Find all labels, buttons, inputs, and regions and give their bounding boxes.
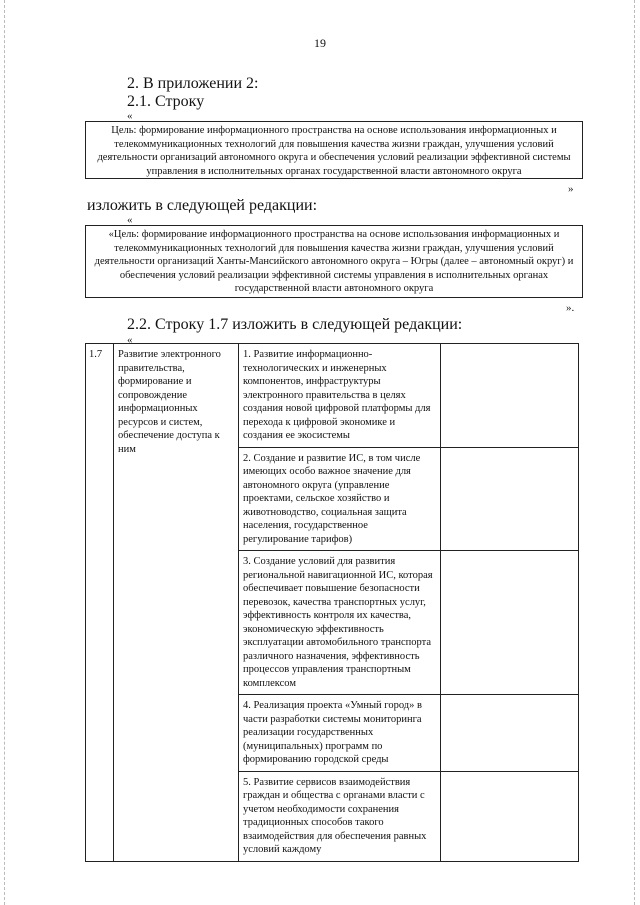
open-quote-3: « bbox=[127, 334, 133, 346]
old-goal-box bbox=[85, 121, 583, 179]
item-cell-1: 1. Развитие информационно-технологических и инженерных компонентов, инфраструктуры электронного правительства в целях создания новой цифровой платформы для перехода к цифровой экономике и создания ее экосистемы bbox=[239, 344, 441, 448]
open-quote-2: « bbox=[127, 214, 133, 226]
item-cell-4: 4. Реализация проекта «Умный город» в части разработки системы мониторинга реализации государственных (муниципальных) программ по формированию городской среды bbox=[239, 695, 441, 772]
scan-edge-right bbox=[634, 0, 636, 905]
section-heading-2-1: 2.1. Строку bbox=[127, 93, 205, 110]
program-table bbox=[85, 343, 579, 862]
item-cell-2: 2. Создание и развитие ИС, в том числе имеющих особо важное значение для автономного округа (управление проектами, сельское хозяйство и животноводство, социальная защита населения, государственное регулирование тарифов) bbox=[239, 447, 441, 551]
empty-cell-2 bbox=[441, 447, 579, 551]
item-cell-5: 5. Развитие сервисов взаимодействия граждан и общества с органами власти с учетом необходимости сохранения традиционных способов такого взаимодействия для обеспечения равных условий каждому bbox=[239, 771, 441, 861]
section-heading-2: 2. В приложении 2: bbox=[127, 75, 259, 92]
new-goal-box bbox=[85, 225, 583, 298]
row-title-cell: Развитие электронного правительства, формирование и сопровождение информационных ресурсов и систем, обеспечение доступа к ним bbox=[114, 344, 239, 862]
edit-phrase: изложить в следующей редакции: bbox=[87, 197, 318, 214]
close-quote-1: » bbox=[568, 183, 574, 195]
section-heading-2-2: 2.2. Строку 1.7 изложить в следующей редакции: bbox=[127, 316, 463, 333]
close-quote-2: ». bbox=[566, 302, 575, 314]
table-row bbox=[86, 344, 579, 448]
row-number-cell: 1.7 bbox=[86, 344, 114, 862]
new-goal-text: «Цель: формирование информационного пространства на основе использования информационных и телекоммуникационных технологий для повышения качества жизни граждан, улучшения условий деятельности организаций Ханты-Мансийского автономного округа – Югры (далее – автономный округ) и обеспечения условий реализации эффективной системы управления в исполнительных органах государственной власти автономного округа bbox=[94, 229, 574, 294]
item-cell-3: 3. Создание условий для развития региональной навигационной ИС, которая обеспечивает повышение безопасности перевозок, качества транспортных услуг, эффективность контроля их качества, экономическую эффективность эксплуатации автомобильного транспорта различного назначения, эффективность процессов управления транспортным комплексом bbox=[239, 551, 441, 695]
empty-cell-4 bbox=[441, 695, 579, 772]
old-goal-text: Цель: формирование информационного пространства на основе использования информационных и телекоммуникационных технологий для повышения качества жизни граждан, улучшения условий деятельности организаций автономного округа и обеспечения условий реализации эффективной системы управления в исполнительных органах государственной власти автономного округа bbox=[97, 125, 571, 177]
empty-cell-3 bbox=[441, 551, 579, 695]
page-number: 19 bbox=[314, 36, 326, 50]
scan-edge-left bbox=[4, 0, 6, 905]
open-quote-1: « bbox=[127, 110, 133, 122]
empty-cell-1 bbox=[441, 344, 579, 448]
empty-cell-5 bbox=[441, 771, 579, 861]
